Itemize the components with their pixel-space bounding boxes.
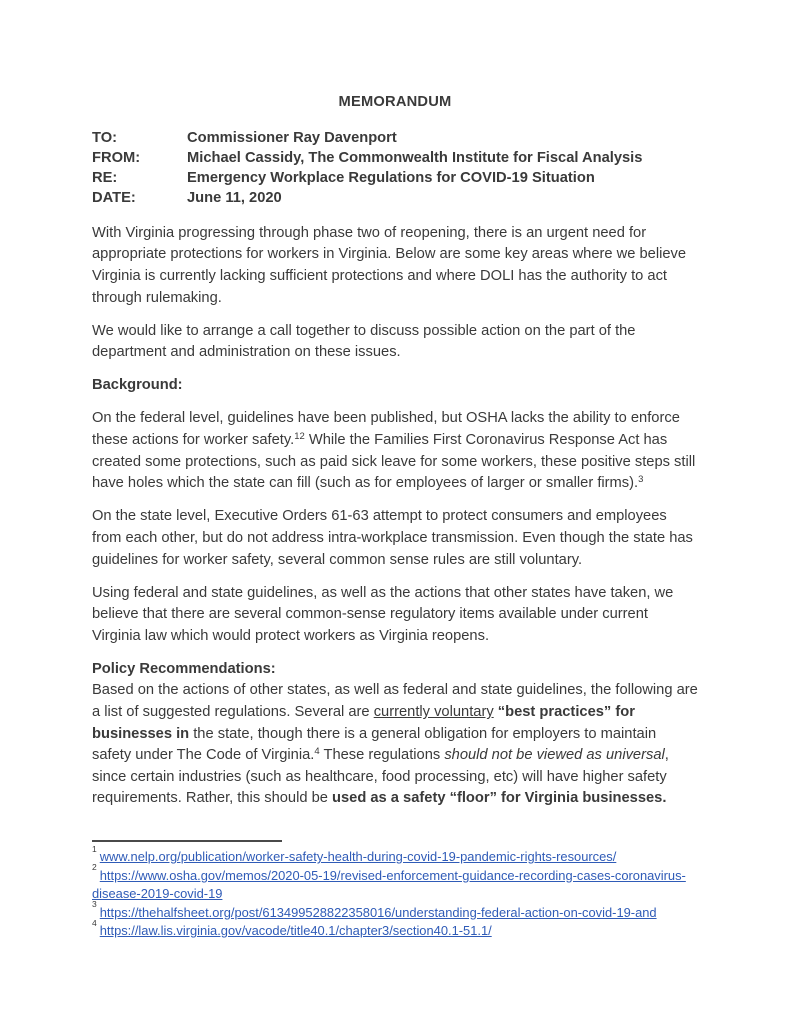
header-label-to: TO: — [92, 129, 118, 146]
footnotes-section — [92, 840, 698, 941]
footnote-link-vacode[interactable]: https://law.lis.virginia.gov/vacode/title40.1/chapter3/section40.1-51.1/ — [99, 923, 492, 938]
footnote-ref-3: 3 — [638, 474, 644, 486]
guidelines-paragraph: Using federal and state guidelines, as well as the actions that other states have taken, we believe that there are several common-sense regulatory items available under current Virginia law which would protect workers as Virginia reopens. — [92, 584, 674, 644]
footnote-separator — [92, 840, 282, 842]
policy-italic-not-universal: should not be viewed as universal — [444, 747, 665, 764]
call-request-paragraph: We would like to arrange a call together to discuss possible action on the part of the department and administration on these issues. — [92, 322, 636, 361]
policy-bold-safety-floor: used as a safety “floor” for Virginia businesses. — [332, 790, 667, 807]
policy-run-5: , since certain industries (such as healthcare, food processing, etc) will have higher safety requirements. Rather, this should be — [92, 747, 669, 807]
header-row-date — [92, 188, 698, 208]
federal-run-1: On the federal level, guidelines have been published, but OSHA lacks the ability to enforce these actions for worker safety. — [92, 410, 680, 449]
doc-title: MEMORANDUM — [338, 94, 452, 110]
footnote-ref-1-2: 12 — [294, 431, 305, 443]
header-row-re — [92, 168, 698, 188]
memo-header — [92, 128, 698, 209]
footnote-link-osha[interactable]: https://www.osha.gov/memos/2020-05-19/revised-enforcement-guidance-recording-cases-coronavirus-disease-2019-covid-19 — [92, 867, 686, 901]
federal-run-2: While the Families First Coronavirus Response Act has created some protections, such as paid sick leave for some workers, these positive steps still have holes which the state can fill (such as for employees of larger or smaller firms). — [92, 432, 696, 492]
header-value-re: Emergency Workplace Regulations for COVID-19 Situation — [187, 170, 595, 187]
footnote-link-nelp[interactable]: www.nelp.org/publication/worker-safety-health-during-covid-19-pandemic-rights-resources/ — [99, 849, 617, 864]
footnote-ref-4: 4 — [314, 746, 320, 758]
background-heading: Background: — [92, 377, 183, 394]
header-label-date: DATE: — [92, 190, 136, 207]
policy-run-4: These regulations — [319, 747, 445, 764]
footnote-mark-2: 2 — [92, 862, 97, 873]
intro-paragraph: With Virginia progressing through phase two of reopening, there is an urgent need for appropriate protections for workers in Virginia. Below are some key areas where we believe Virginia is currently lacking sufficient protections and where DOLI has the authority to act through rulemaking. — [92, 224, 687, 306]
footnote-item-2 — [92, 862, 698, 904]
header-label-from: FROM: — [92, 149, 141, 166]
policy-paragraph — [92, 680, 698, 810]
footnote-item-4 — [92, 917, 698, 941]
footnote-link-halfsheet[interactable]: https://thehalfsheet.org/post/613499528822358016/understanding-federal-action-on-covid-19-and — [99, 904, 657, 920]
footnote-mark-3: 3 — [92, 899, 97, 910]
header-row-from — [92, 148, 698, 168]
state-paragraph: On the state level, Executive Orders 61-63 attempt to protect consumers and employees from each other, but do not address intra-workplace transmission. Even though the state has guidelines for worker safety, several common sense rules are still voluntary. — [92, 508, 693, 568]
policy-bold-best-practices: “best practices” for businesses in — [92, 704, 635, 742]
policy-underline-currently-voluntary: currently voluntary — [373, 704, 494, 721]
policy-run-1: Based on the actions of other states, as well as federal and state guidelines, the following are a list of suggested regulations. Several are — [92, 682, 698, 721]
footnote-item-3 — [92, 899, 698, 923]
policy-run-3: the state, though there is a general obligation for employers to maintain safety under The Code of Virginia. — [92, 725, 657, 764]
header-value-date: June 11, 2020 — [187, 190, 282, 207]
header-value-from: Michael Cassidy, The Commonwealth Institute for Fiscal Analysis — [187, 149, 643, 166]
federal-paragraph — [92, 408, 698, 494]
footnote-item-1 — [92, 843, 698, 867]
footnote-mark-4: 4 — [92, 917, 97, 928]
header-row-to — [92, 128, 698, 148]
policy-heading: Policy Recommendations: — [92, 660, 276, 677]
header-value-to: Commissioner Ray Davenport — [187, 129, 397, 146]
footnote-mark-1: 1 — [92, 843, 97, 854]
header-label-re: RE: — [92, 170, 118, 187]
